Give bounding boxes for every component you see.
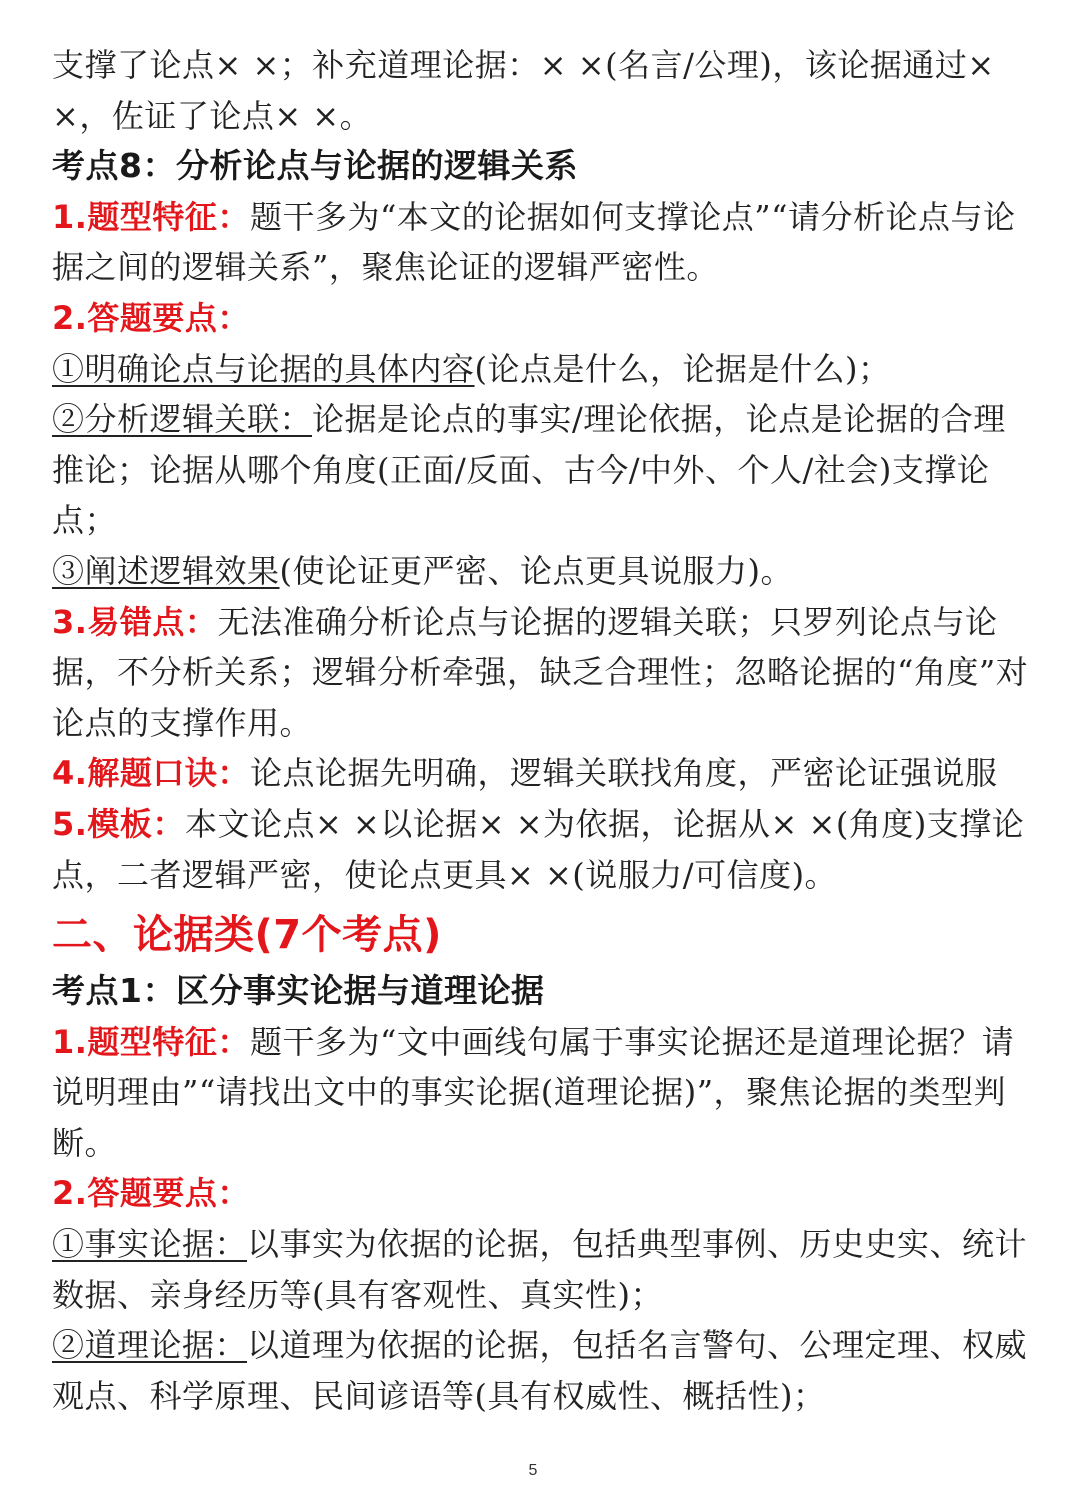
section-title-kaodian1: 考点1：区分事实论据与道理论据: [52, 971, 545, 1011]
answer-point-text: 论据是论点的事实/理论依据，论点是论据的合理推论；论据从哪个角度(正面/反面、古今/中外、个人/社会)支撑论点；: [52, 400, 1006, 540]
answer-point-text: (论点是什么，论据是什么)；: [474, 349, 891, 388]
item-label: 5.模板：: [52, 804, 185, 843]
item-template: [52, 799, 1032, 900]
page-number: 5: [528, 1462, 538, 1479]
item-question-type: [52, 192, 1032, 293]
item-label: 3.易错点：: [52, 602, 218, 641]
item-text: 本文论点× ×以论据× ×为依据，论据从× ×(角度)支撑论点，二者逻辑严密，使论点更具× ×(说服力/可信度)。: [52, 804, 1025, 894]
item-common-mistakes: [52, 597, 1032, 749]
answer-point-key: ①明确论点与论据的具体内容: [52, 349, 475, 388]
page-content: [52, 40, 1032, 1421]
paragraph-continued: 支撑了论点× ×；补充道理论据：× ×(名言/公理)，该论据通过× ×，佐证了论点× ×。: [52, 46, 995, 135]
answer-point-3: [52, 546, 1032, 597]
item-label: 2.答题要点：: [52, 298, 250, 337]
item-label: 2.答题要点：: [52, 1174, 250, 1213]
item-text: 题干多为“文中画线句属于事实论据还是道理论据？请说明理由”“请找出文中的事实论据(道理论据)”，聚焦论据的类型判断。: [52, 1022, 1015, 1162]
answer-point-text: 以道理为依据的论据，包括名言警句、公理定理、权威观点、科学原理、民间谚语等(具有权威性、概括性)；: [52, 1326, 1028, 1415]
answer-point-text: 以事实为依据的论据，包括典型事例、历史史实、统计数据、亲身经历等(具有客观性、真实性)；: [52, 1225, 1028, 1314]
item-answer-points: [52, 293, 1032, 344]
answer-point-key: ②分析逻辑关联：: [52, 400, 313, 439]
item-question-type: [52, 1017, 1032, 1169]
answer-point-key: ②道理论据：: [52, 1326, 248, 1365]
item-text: 论点论据先明确，逻辑关联找角度，严密论证强说服: [249, 754, 998, 793]
answer-point-2: [52, 394, 1032, 546]
item-answer-points: [52, 1168, 1032, 1219]
item-text: 无法准确分析论点与论据的逻辑关联；只罗列论点与论据，不分析关系；逻辑分析牵强，缺乏合理性；忽略论据的“角度”对论点的支撑作用。: [52, 602, 1029, 742]
answer-point-key: ①事实论据：: [52, 1225, 248, 1264]
section-title-kaodian8: 考点8：分析论点与论据的逻辑关系: [52, 146, 578, 186]
item-label: 4.解题口诀：: [52, 754, 250, 793]
answer-point-1: [52, 1219, 1032, 1320]
answer-point-1: [52, 344, 1032, 395]
answer-point-text: (使论证更严密、论点更具说服力)。: [279, 551, 793, 590]
item-text: 题干多为“本文的论据如何支撑论点”“请分析论点与论据之间的逻辑关系”，聚焦论证的逻辑严密性。: [52, 197, 1016, 287]
item-label: 1.题型特征：: [52, 1022, 250, 1061]
part-title-evidence: 二、论据类(7个考点): [52, 912, 442, 959]
answer-point-key: ③阐述逻辑效果: [52, 551, 280, 590]
item-label: 1.题型特征：: [52, 197, 250, 236]
item-mnemonic: [52, 748, 1032, 799]
answer-point-2: [52, 1320, 1032, 1421]
